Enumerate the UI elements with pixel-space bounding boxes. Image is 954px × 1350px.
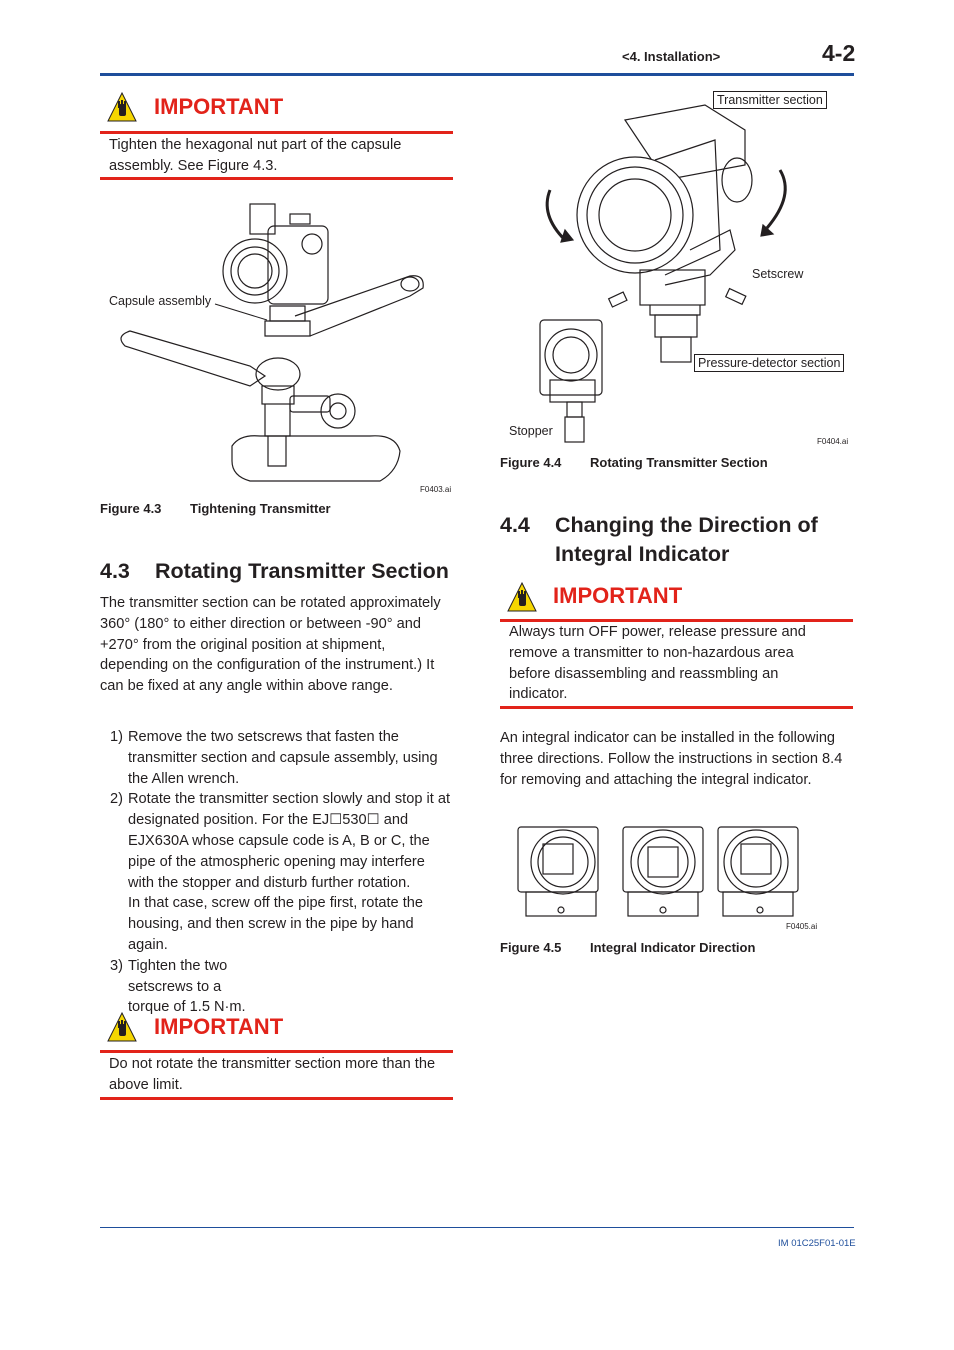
list-item: [100, 727, 452, 789]
figure-number: Figure 4.3: [100, 501, 162, 516]
setscrew-label: Setscrew: [752, 267, 804, 281]
figure-file-id: F0405.ai: [786, 922, 818, 931]
section-4-3-heading: [100, 557, 449, 586]
list-item-text-continued: In that case, screw off the pipe first, rotate the housing, and then screw in the pipe by hand again.: [128, 895, 424, 953]
figure-title: Integral Indicator Direction: [590, 940, 756, 955]
document-id: IM 01C25F01-01E: [778, 1238, 856, 1249]
capsule-assembly-callout: Capsule assembly: [109, 294, 212, 308]
list-item-text: Remove the two setscrews that fasten the transmitter section and capsule assembly, using the Allen wrench.: [128, 729, 438, 787]
figure-number: Figure 4.4: [500, 455, 562, 470]
hand-icon: [107, 92, 137, 127]
steps-list: [100, 727, 452, 1018]
figure-4-3-caption: [100, 501, 331, 516]
section-title: Rotating Transmitter Section: [155, 559, 449, 583]
section-4-4-heading: [500, 511, 818, 569]
important-bottom-rule: [100, 1097, 453, 1100]
important-top-rule: [100, 131, 453, 134]
page-number: 4-2: [822, 40, 856, 66]
section-number: 4.4: [500, 513, 530, 537]
list-item-text: Rotate the transmitter section slowly and stop it at designated position. For the EJ☐530☐ and EJX630A whose capsule code is A, B or C, the pipe of the atmospheric opening may interfere with the stopper and disturb further rotation.: [128, 791, 451, 891]
hand-icon: [107, 1012, 137, 1047]
section-title-line1: Changing the Direction of: [555, 513, 818, 537]
footer-rule: [100, 1227, 854, 1228]
figure-title: Tightening Transmitter: [190, 501, 331, 516]
figure-4-4-caption: [500, 455, 768, 470]
important-top-rule: [100, 1050, 453, 1053]
list-marker: 3): [110, 957, 123, 974]
section-number: 4.3: [100, 559, 130, 583]
pressure-detector-label: Pressure-detector section: [694, 354, 844, 372]
figure-4-3-illustration: [210, 196, 435, 496]
important-heading: IMPORTANT: [154, 94, 284, 119]
important-heading: IMPORTANT: [553, 583, 683, 608]
list-item: [100, 789, 452, 955]
list-marker: 2): [110, 791, 123, 808]
important-heading: IMPORTANT: [154, 1014, 284, 1039]
intro-paragraph: The transmitter section can be rotated approximately 360° (180° to either direction or between -90° and +270° from the original position at shipment, depending on the configuration of the instrument.) It can be fixed at any angle within above range.: [100, 595, 441, 695]
important-text: Tighten the hexagonal nut part of the capsule assembly. See Figure 4.3.: [109, 137, 402, 174]
figure-4-5-caption: [500, 940, 755, 955]
important-text: Always turn OFF power, release pressure and remove a transmitter to non-hazardous area before disassembling and reassmbling an indicator.: [509, 624, 806, 703]
figure-file-id: F0403.ai: [420, 485, 452, 494]
header-rule: [100, 73, 854, 76]
list-item: [100, 956, 452, 1018]
figure-number: Figure 4.5: [500, 940, 562, 955]
stopper-label: Stopper: [509, 424, 553, 438]
callout-leader: [215, 302, 275, 327]
figure-title: Rotating Transmitter Section: [590, 455, 768, 470]
hand-icon: [507, 582, 537, 617]
figure-4-5-illustration: [518, 822, 808, 927]
figure-file-id: F0404.ai: [817, 437, 849, 446]
list-marker: 1): [110, 729, 123, 745]
transmitter-section-label: Transmitter section: [713, 91, 827, 109]
header-section: <4. Installation>: [622, 49, 721, 64]
important-bottom-rule: [100, 177, 453, 180]
important-bottom-rule: [500, 706, 853, 709]
list-item-text: Tighten the two setscrews to a torque of 1.5 N·m.: [128, 957, 246, 1016]
section-title-line2: Integral Indicator: [555, 542, 730, 566]
important-text: Do not rotate the transmitter section more than the above limit.: [109, 1056, 436, 1093]
body-paragraph: An integral indicator can be installed in the following three directions. Follow the instructions in section 8.4 for removing and attaching the integral indicator.: [500, 730, 843, 788]
